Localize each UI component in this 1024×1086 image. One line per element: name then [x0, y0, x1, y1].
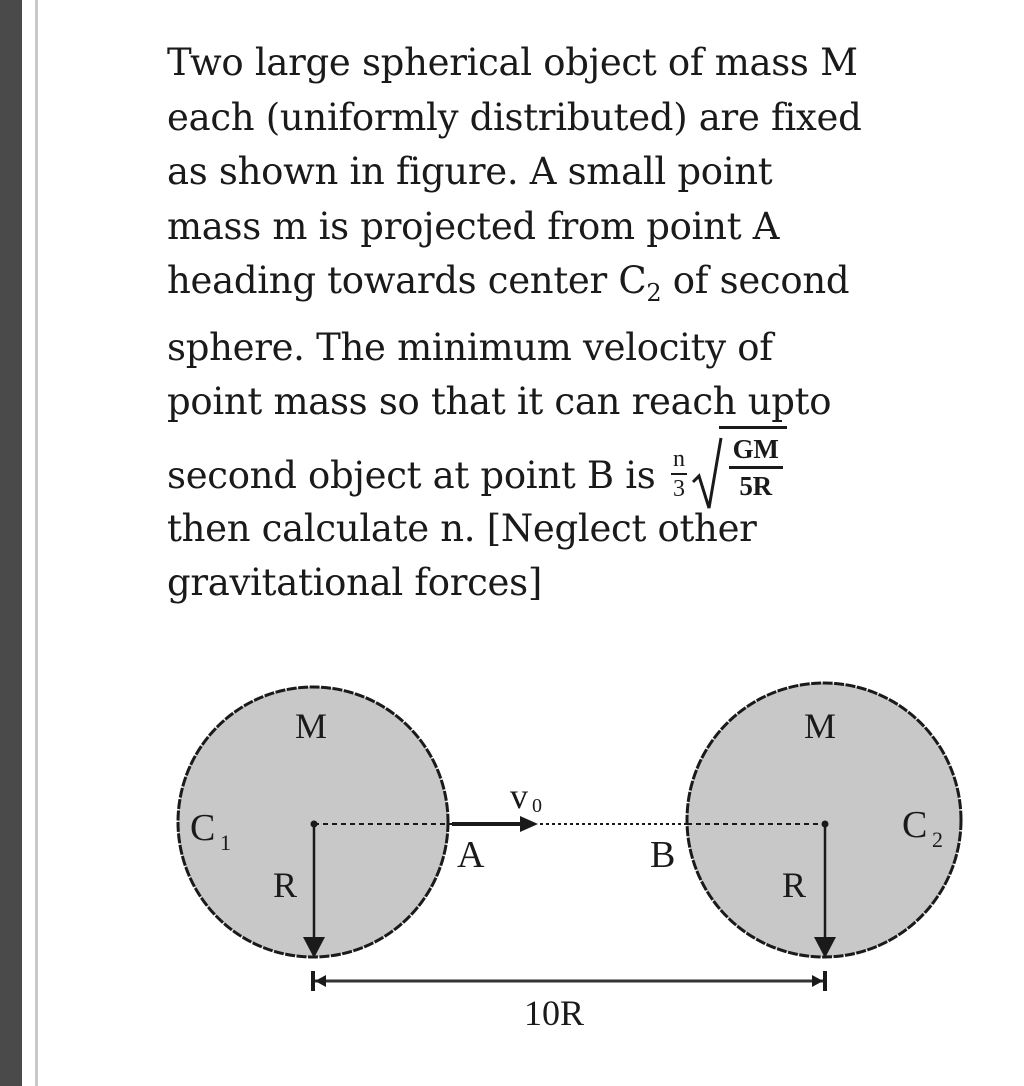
- radius-label-1: R: [273, 865, 298, 905]
- question-line-2: each (uniformly distributed) are fixed: [167, 95, 862, 139]
- svg-text:2: 2: [932, 827, 943, 852]
- velocity-label: v: [510, 776, 528, 816]
- center-label-2: C: [902, 804, 928, 846]
- question-line-9: then calculate n. [Neglect other: [167, 506, 757, 550]
- coefficient-fraction: $\frac{n}{3}$: [672, 446, 685, 502]
- question-text: [167, 36, 987, 611]
- root-fraction: $\frac{GM}{5R}$: [729, 435, 783, 500]
- left-edge-bar: [0, 0, 22, 1086]
- question-line-3: as shown in figure. A small point: [167, 150, 773, 193]
- question-line-4: mass m is projected from point A: [167, 204, 780, 248]
- question-line-7: point mass so that it can reach upto: [167, 380, 832, 423]
- velocity-arrow: [452, 776, 542, 876]
- square-root: [691, 426, 787, 523]
- left-edge-divider: [35, 0, 38, 1086]
- sphere-1: [178, 687, 452, 958]
- sphere-2: [650, 683, 961, 958]
- point-b-label: B: [650, 834, 676, 876]
- svg-text:1: 1: [220, 830, 231, 855]
- question-line-10: gravitational forces]: [167, 561, 542, 604]
- distance-marker: [313, 971, 825, 1033]
- radius-label-2: R: [782, 865, 807, 905]
- mass-label-1: M: [295, 706, 328, 746]
- center-subscript: 2: [646, 279, 662, 307]
- svg-text:0: 0: [532, 795, 542, 817]
- question-line-8: second object at point B is $\frac{n}{3}$ $\frac{GM}{5R}$: [167, 430, 987, 510]
- diagram: [170, 665, 970, 1045]
- center-label-1: C: [190, 807, 216, 849]
- question-line-5: heading towards center $C_2$ of second: [167, 259, 850, 307]
- question-line-1: Two large spherical object of mass M: [167, 41, 858, 84]
- point-a-label: A: [457, 834, 485, 876]
- mass-label-2: M: [804, 706, 837, 746]
- question-line-6: sphere. The minimum velocity of: [167, 325, 773, 369]
- distance-label: 10R: [524, 993, 585, 1033]
